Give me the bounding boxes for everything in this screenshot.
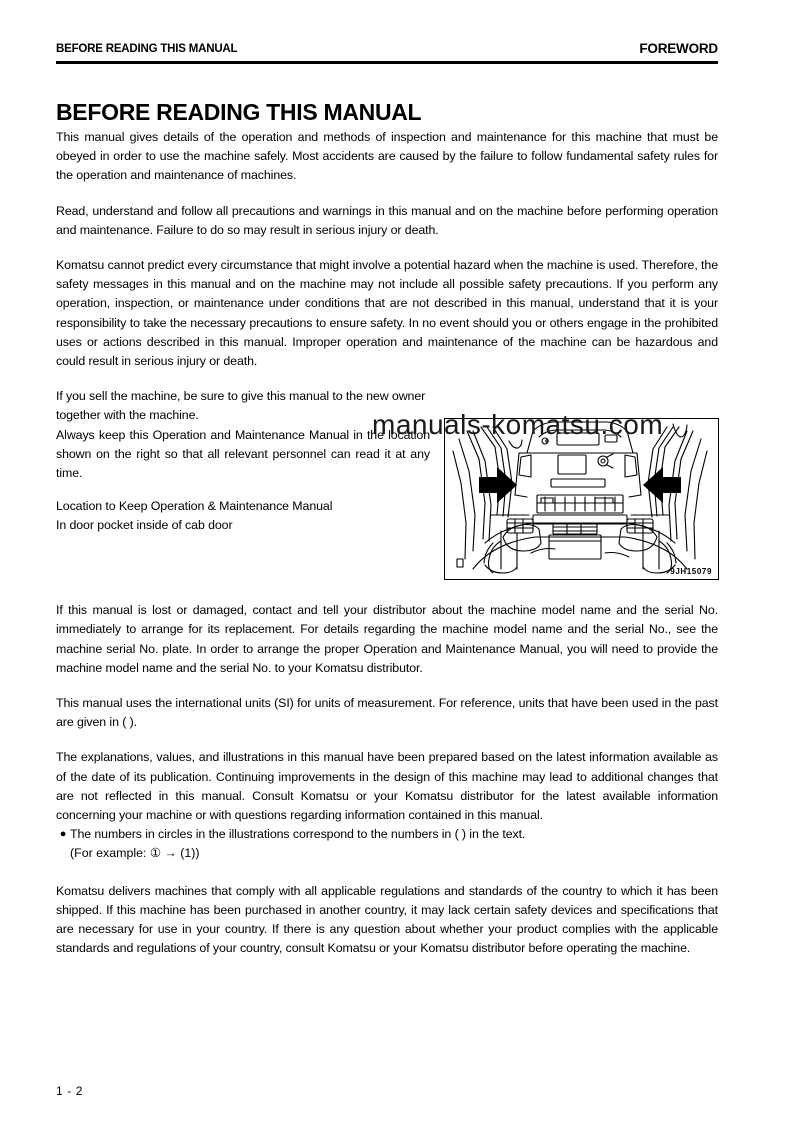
- page-number: 1 - 2: [56, 1084, 84, 1098]
- paragraph-location-heading: Location to Keep Operation & Maintenance Manual: [56, 499, 333, 514]
- paragraph-sell-machine: If you sell the machine, be sure to give this manual to the new owner together with the machine.: [56, 389, 426, 423]
- header-divider-rule: [56, 61, 718, 64]
- figure-cab-interior: [444, 418, 719, 580]
- page-title: BEFORE READING THIS MANUAL: [56, 99, 422, 125]
- list-item-label: The numbers in circles in the illustrations correspond to the numbers in ( ) in the text.: [70, 827, 526, 842]
- cab-interior-drawing: [445, 419, 715, 576]
- paragraph-location-detail: In door pocket inside of cab door: [56, 518, 233, 533]
- paragraph-read-understand: Read, understand and follow all precautions and warnings in this manual and on the machine before performing operation and maintenance. Failure to do so may result in serious injury or death.: [56, 203, 718, 237]
- list-item-example: (For example: ① → (1)): [70, 846, 200, 861]
- paragraph-cannot-predict: Komatsu cannot predict every circumstance that might involve a potential hazard when the machine is used. Therefore, the safety messages in this manual and on the machine may not include all possible safety precautions. If you perform any operation, inspection, or maintenance under conditions that are not described in this manual, understand that it is your responsibility to take the necessary precautions to ensure safety. In no event should you or others engage in the prohibited uses or actions described in this manual. Improper operation and maintenance of the machine can be hazardous and could result in serious injury or death.: [56, 258, 718, 369]
- running-header-right: FOREWORD: [639, 41, 718, 56]
- bullet-dot-icon: ●: [59, 828, 67, 841]
- list-item-circled-numbers: [56, 825, 718, 844]
- paragraph-si-units: This manual uses the international units (SI) for units of measurement. For reference, units that have been used in the past are given in ( ).: [56, 696, 718, 730]
- running-header-left: BEFORE READING THIS MANUAL: [56, 43, 238, 55]
- paragraph-explanations: The explanations, values, and illustrations in this manual have been prepared based on the latest information available as of the date of its publication. Continuing improvements in the design of this machine may lead to additional changes that are not reflected in this manual. Consult Komatsu or your Komatsu distributor for the latest available information concerning your machine or with questions regarding information contained in this manual.: [56, 750, 718, 823]
- figure-reference-code: 9JH15079: [670, 567, 712, 576]
- running-header: [56, 42, 718, 56]
- paragraph-spacer: [56, 864, 718, 882]
- paragraph-intro: This manual gives details of the operation and methods of inspection and maintenance for this machine that must be obeyed in order to use the machine safely. Most accidents are caused by the failure to follow fundamental safety rules for the operation and maintenance of machines.: [56, 130, 718, 183]
- paragraph-regulations: Komatsu delivers machines that comply with all applicable regulations and standards of the country to which it has been shipped. If this machine has been purchased in another country, it may lack certain safety devices and specifications that are necessary for use in your country. If there is any question about whether your product complies with the applicable standards and regulations of your country, consult Komatsu or your Komatsu distributor before operating the machine.: [56, 883, 718, 956]
- paragraph-keep-manual: Always keep this Operation and Maintenance Manual in the location shown on the right so that all relevant personnel can read it at any time.: [56, 427, 430, 481]
- paragraph-lost-damaged: If this manual is lost or damaged, contact and tell your distributor about the machine model name and the serial No. immediately to arrange for its replacement. For details regarding the machine model name and the serial No., see the machine serial No. plate. In order to arrange the proper Operation and Maintenance Manual, you will need to provide the machine model name and the serial No. to your Komatsu distributor.: [56, 603, 718, 675]
- watermark-text: manuals-komatsu.com: [372, 409, 664, 440]
